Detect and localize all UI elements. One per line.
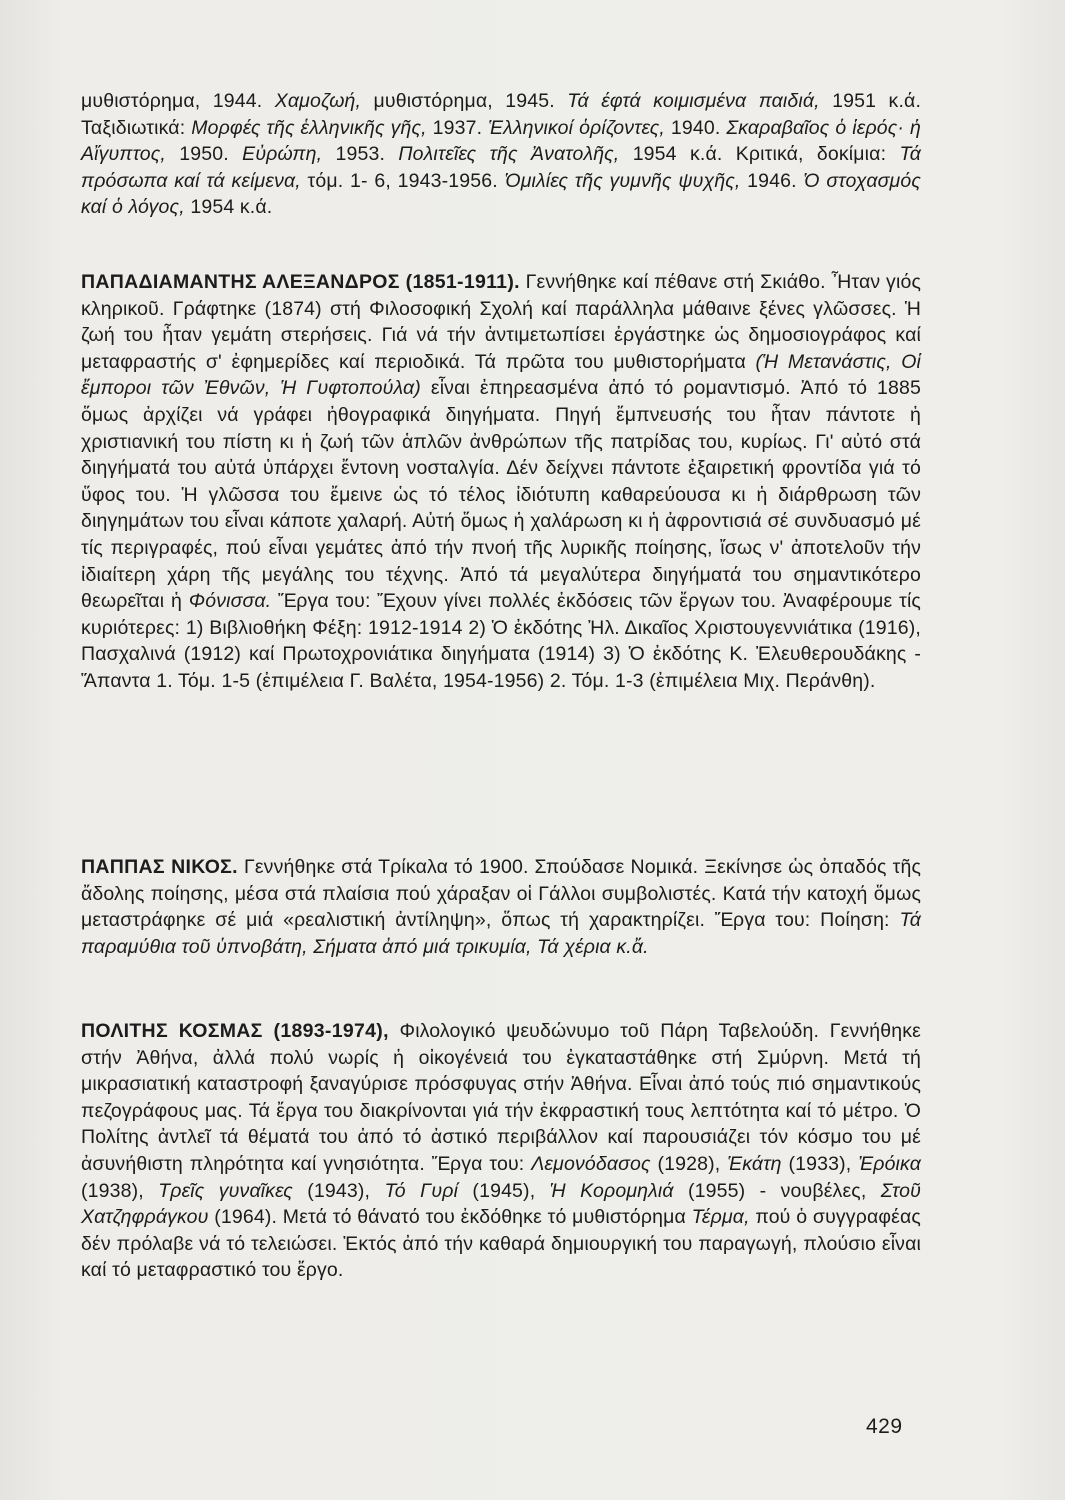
italic-title-run: Πολιτεῖες τῆς Ἀνατολῆς,: [398, 143, 620, 166]
italic-title-run: Ἑλληνικοί ὁρίζοντες,: [488, 116, 665, 139]
italic-title-run: Ὁμιλίες τῆς γυμνῆς ψυχῆς,: [504, 169, 741, 192]
italic-title-run: Τό Γυρί: [384, 1179, 459, 1202]
italic-title-run: Εὐρώπη,: [242, 143, 323, 166]
italic-title-run: Τέρμα,: [691, 1206, 750, 1229]
text-run: 1953.: [322, 143, 399, 166]
text-run: 1950.: [166, 143, 243, 166]
italic-title-run: Λεμονόδασος: [531, 1152, 651, 1175]
italic-title-run: Μορφές τῆς ἑλληνικῆς γῆς,: [191, 116, 427, 139]
entry-pappas: [81, 854, 921, 960]
entry-papadiamantis: [81, 269, 921, 695]
italic-title-run: Τά παραμύθια τοῦ ὑπνοβάτη, Σήματα ἀπό μιά τρικυμία, Τά χέρια κ.ἄ.: [81, 909, 921, 958]
entry-heading: ΠΟΛΙΤΗΣ ΚΟΣΜΑΣ (1893-1974),: [81, 1020, 389, 1042]
text-run: 1954 κ.ά.: [184, 196, 273, 219]
text-run: Γεννήθηκε στά Τρίκαλα τό 1900. Σπούδασε Νομικά. Ξεκίνησε ὡς ὀπαδός τῆς ἄδολης ποίησης, μέσα στά πλαίσια πού χάραξαν οἱ Γάλλοι συμβολιστές. Κατά τήν κατοχή ὅμως μεταστράφηκε σέ μιά «ρεαλιστική ἀντίληψη», ὅπως τή χαρακτηρίζει. Ἔργα του: Ποίηση:: [81, 856, 921, 932]
text-run: τόμ. 1- 6, 1943-1956.: [300, 169, 505, 192]
italic-title-run: Φόνισσα.: [188, 590, 272, 613]
text-run: Γεννήθηκε καί πέθανε στή Σκιάθο. Ἦταν γιός κληρικοῦ. Γράφτηκε (1874) στή Φιλοσοφική Σχολή καί παράλληλα μάθαινε ξένες γλῶσσες. Ἡ ζωή του ἦταν γεμάτη στερήσεις. Γιά νά τήν ἀντιμετωπίσει ἐργάστηκε ὡς δημοσιογράφος καί μεταφραστής σ' ἐφημερίδες καί περιοδικά. Τά πρῶτα του μυθιστορήματα: [81, 271, 921, 373]
italic-title-run: Στοῦ Χατζηφράγκου: [81, 1179, 922, 1229]
text-run: μυθιστόρημα, 1945.: [361, 90, 568, 112]
italic-title-run: Τά έφτά κοιμισμένα παιδιά,: [567, 90, 820, 112]
italic-title-run: Ἡ Κορομηλιά: [549, 1179, 674, 1202]
italic-title-run: Ὁ στοχασμός καί ὁ λόγος,: [81, 169, 921, 219]
entry-paragraph: [81, 269, 921, 695]
text-run: 1937.: [426, 116, 489, 139]
entry-paragraph: [81, 854, 921, 960]
text-run: εἶναι ἐπηρεασμένα ἀπό τό ρομαντισμό. Ἀπό τό 1885 ὅμως ἀρχίζει νά γράφει ἠθογραφικά διηγήματα. Πηγή ἔμπνευσής του ἦταν πάντοτε ἡ χριστιανική του πίστη κι ἡ ζωή τῶν ἁπλῶν ἀνθρώπων τῆς πατρίδας του, κυρίως. Γι' αὐτό στά διηγήματά του αὐτά ὑπάρχει ἔντονη νοσταλγία. Δέν δείχνει πάντοτε ἐξαιρετική φροντίδα γιά τό ὕφος του. Ἡ γλῶσσα του ἔμεινε ὡς τό τέλος ἰδιότυπη καθαρεύουσα κι ἡ διάρθρωση τῶν διηγημάτων του εἶναι κάποτε χαλαρή. Αὐτή ὅμως ἡ χαλάρωση κι ἡ ἀφροντισιά σέ συνδυασμό μέ τίς περιγραφές, πού εἶναι γεμάτες ἀπό τήν πνοή τῆς λυρικῆς ποίησης, ἴσως ν' ἀποτελοῦν τήν ἰδιαίτερη χάρη τῆς μεγάλης του τέχνης. Ἀπό τά μεγαλύτερα διηγήματά του σημαντικότερο θεωρεῖται ἡ: [81, 377, 921, 613]
text-run: (1945),: [458, 1179, 550, 1202]
intro-text: [81, 88, 921, 221]
intro-paragraph: [81, 88, 921, 221]
text-run: πού ὁ συγγραφέας δέν πρόλαβε νά τό τελειώσει. Ἐκτός ἀπό τήν καθαρά δημιουργική του παραγωγή, πλούσιο εἶναι καί τό μεταφραστικό του ἔργο.: [81, 1206, 921, 1282]
text-run: Φιλολογικό ψευδώνυμο τοῦ Πάρη Ταβελούδη. Γεννήθηκε στήν Ἀθήνα, ἀλλά πολύ νωρίς ἡ οἰκογένειά του ἐγκαταστάθηκε στή Σμύρνη. Μετά τή μικρασιατική καταστροφή ξαναγύρισε πρόσφυγας στήν Ἀθήνα. Εἶναι ἀπό τούς πιό σημαντικούς πεζογράφους μας. Τά ἔργα του διακρίνονται γιά τήν ἐκφραστική τους λεπτότητα καί τό μέτρο. Ὁ Πολίτης ἀντλεῖ τά θέματά του ἀπό τό ἀστικό περιβάλλον καί παρουσιάζει τόν κόσμο του μέ ἀσυνήθιστη πληρότητα καί γνησιότητα. Ἔργα του:: [81, 1020, 921, 1175]
italic-title-run: Τρεῖς γυναῖκες: [158, 1179, 293, 1202]
page-number: 429: [866, 1415, 903, 1438]
italic-title-run: (Ἡ Μετανάστις, Οἱ ἔμποροι τῶν Ἐθνῶν, Ἡ Γυφτοπούλα): [81, 350, 921, 400]
entry-body: [81, 1020, 921, 1281]
text-run: (1943),: [292, 1179, 385, 1202]
text-run: 1940.: [664, 116, 727, 139]
entry-paragraph: [81, 1018, 921, 1284]
entry-body: [81, 271, 921, 692]
text-run: 1946.: [740, 169, 804, 192]
italic-title-run: Ἑκάτη: [727, 1152, 782, 1175]
italic-title-run: Χαμοζωή,: [274, 90, 362, 112]
entry-heading: ΠΑΠΑΔΙΑΜΑΝΤΗΣ ΑΛΕΞΑΝΔΡΟΣ (1851-1911).: [81, 271, 520, 293]
italic-title-run: Τά πρόσωπα καί τά κείμενα,: [81, 143, 922, 192]
text-run: (1964). Μετά τό θάνατό του ἐκδόθηκε τό μυθιστόρημα: [208, 1206, 692, 1229]
text-run: (1933),: [781, 1152, 859, 1175]
text-run: 1951 κ.ά. Ταξιδιωτικά:: [81, 90, 922, 139]
entry-heading: ΠΑΠΠΑΣ ΝΙΚΟΣ.: [81, 856, 238, 878]
entry-politis: [81, 1018, 921, 1284]
text-run: μυθιστόρημα, 1944.: [81, 90, 275, 112]
text-run: (1955) - νουβέλες,: [673, 1179, 881, 1202]
text-run: (1928),: [650, 1152, 728, 1175]
italic-title-run: Ἐρόικα: [858, 1152, 921, 1175]
text-run: (1938),: [81, 1179, 159, 1202]
text-run: Ἔργα του: Ἔχουν γίνει πολλές ἐκδόσεις τῶν ἔργων του. Ἀναφέρουμε τίς κυριότερες: 1) Βιβλιοθήκη Φέξη: 1912-1914 2) Ὁ ἐκδότης Ἠλ. Δικαῖος Χριστουγεννιάτικα (1916), Πασχαλινά (1912) καί Πρωτοχρονιάτικα διηγήματα (1914) 3) Ὁ ἐκδότης Κ. Ἐλευθερουδάκης - Ἅπαντα 1. Τόμ. 1-5 (ἐπιμέλεια Γ. Βαλέτα, 1954-1956) 2. Τόμ. 1-3 (ἐπιμέλεια Μιχ. Περάνθη).: [81, 590, 921, 692]
text-run: 1954 κ.ά. Κριτικά, δοκίμια:: [619, 143, 900, 166]
italic-title-run: Σκαραβαῖος ὁ ἱερός· ἡ Αἴγυπτος,: [81, 116, 921, 166]
